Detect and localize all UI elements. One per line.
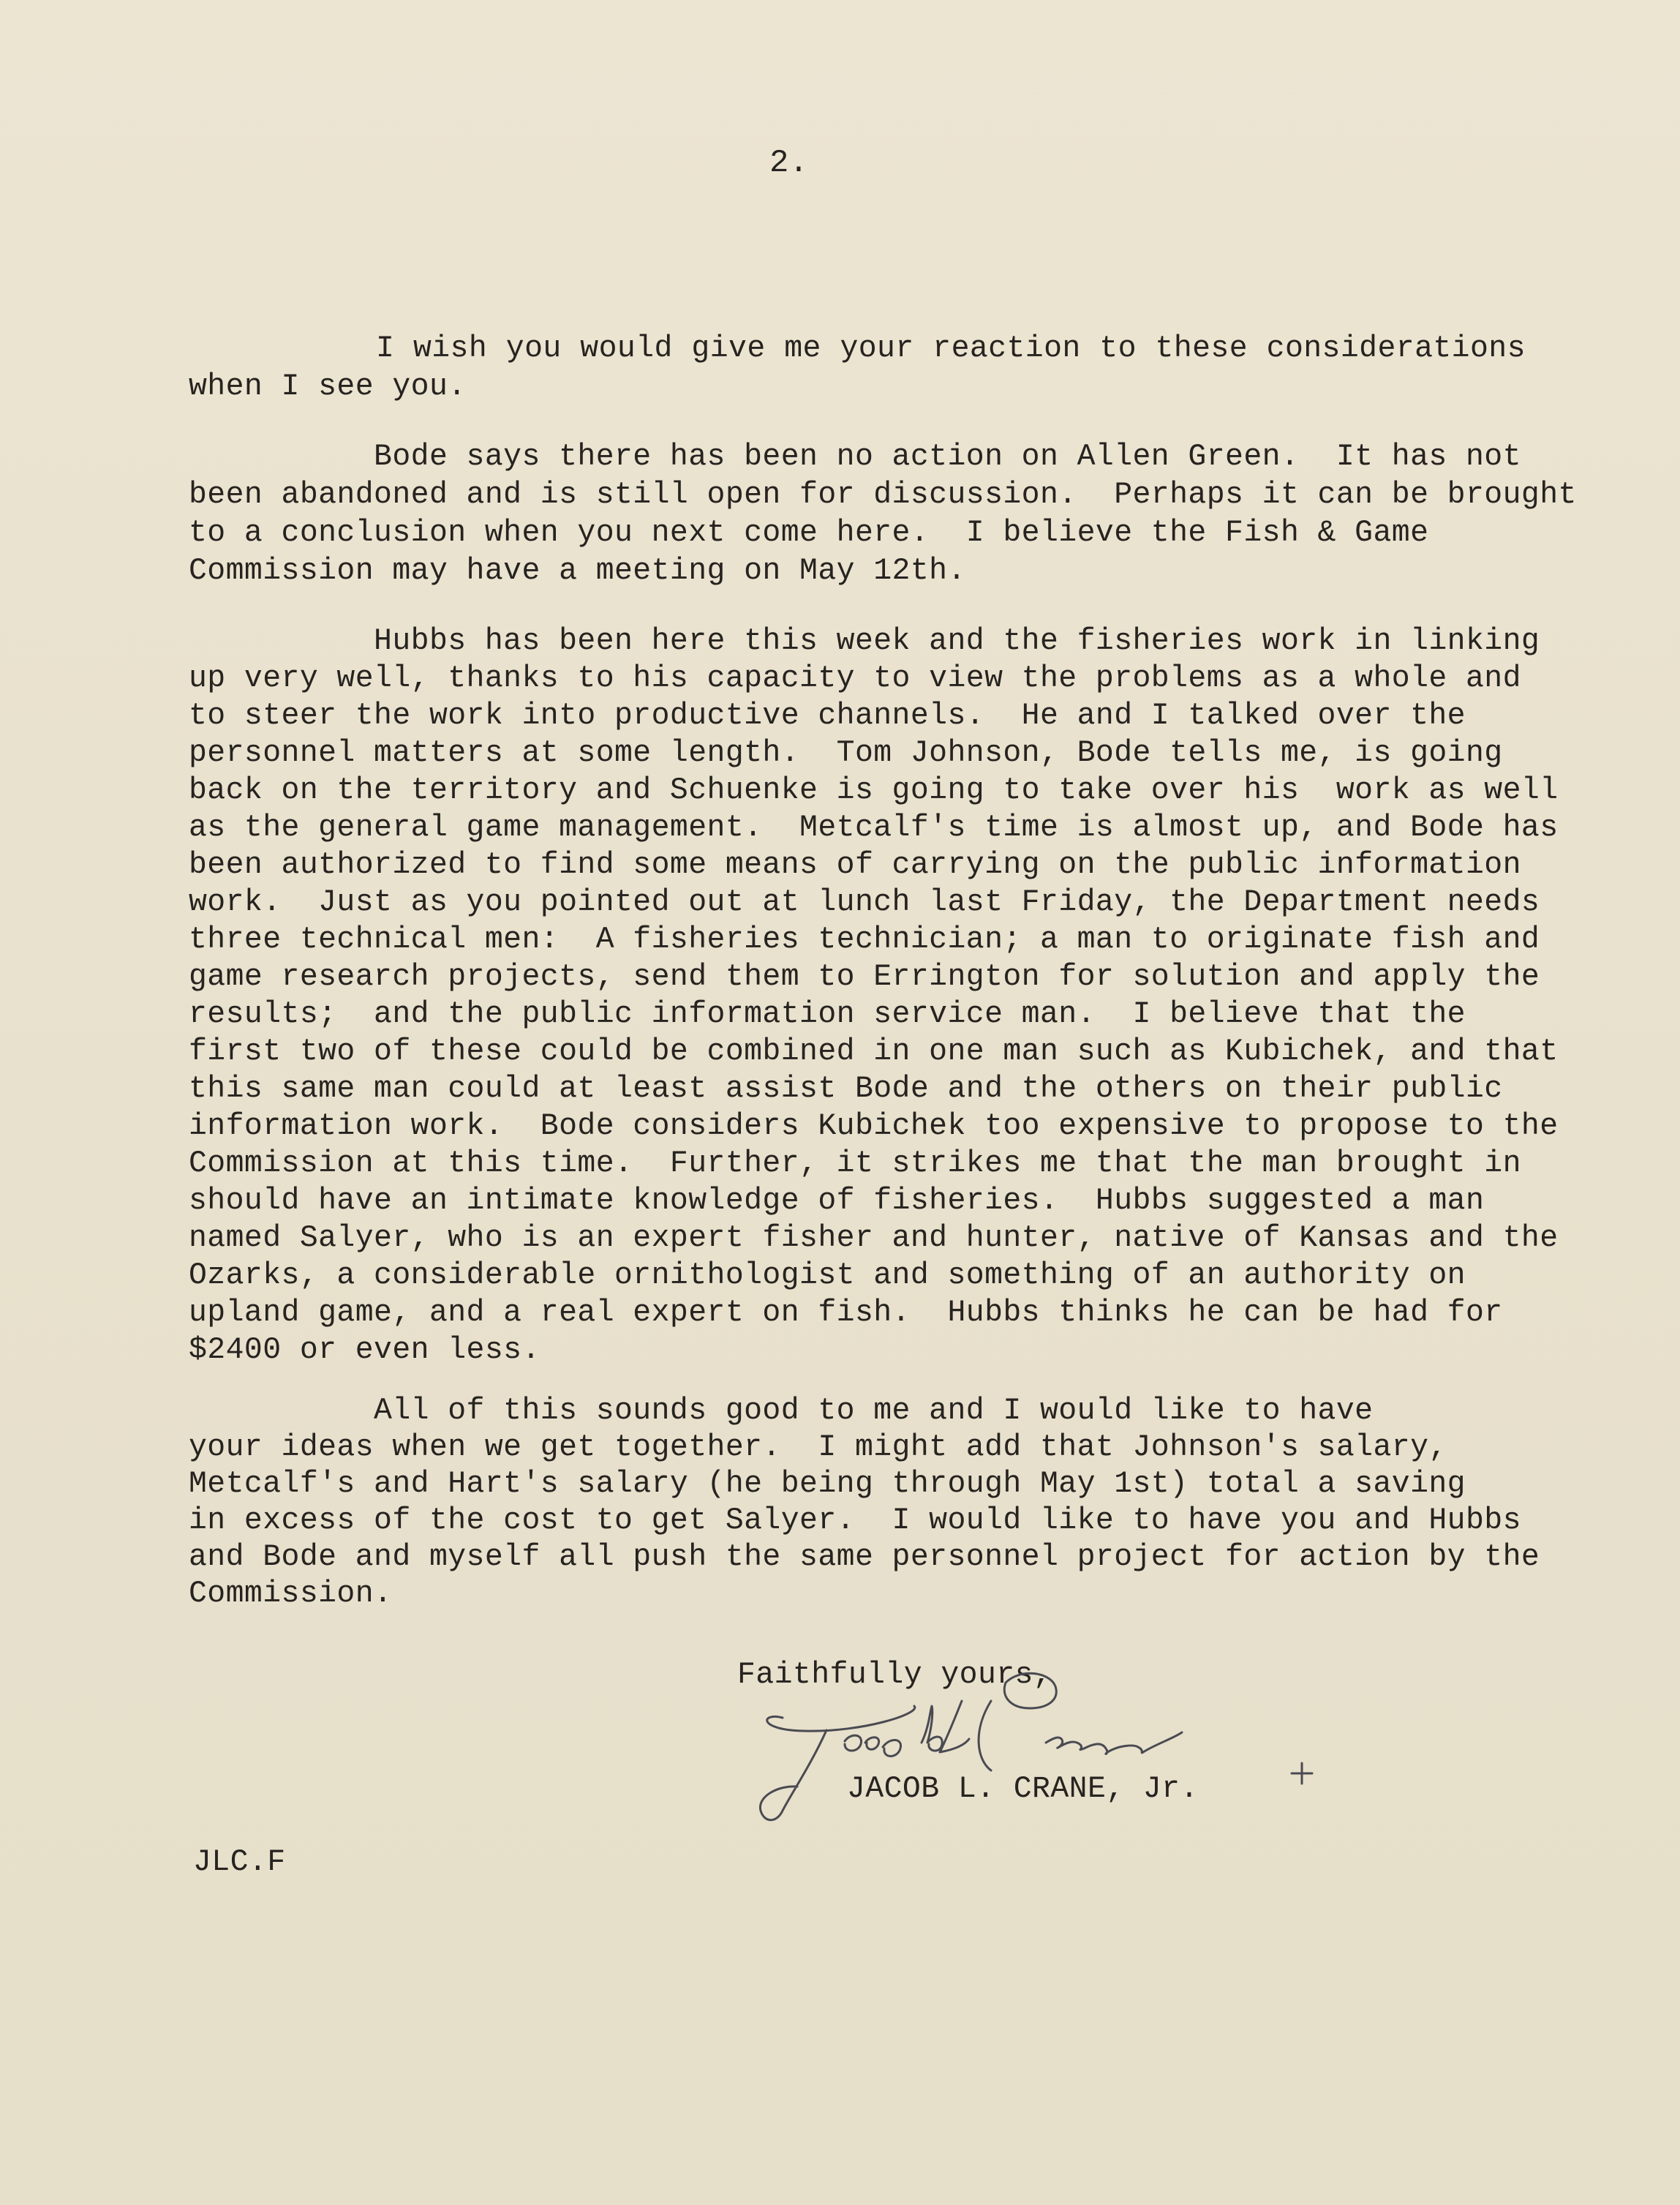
text-line: to a conclusion when you next come here. I believe the Fish & Game bbox=[189, 516, 1429, 550]
text-line: I wish you would give me your reaction to these considerations bbox=[189, 331, 1526, 366]
text-line: Commission. bbox=[189, 1577, 393, 1611]
closing: Faithfully yours, bbox=[737, 1658, 1052, 1692]
text-line: Metcalf's and Hart's salary (he being through May 1st) total a saving bbox=[189, 1467, 1466, 1501]
text-line: first two of these could be combined in one man such as Kubichek, and that bbox=[189, 1034, 1559, 1069]
text-line: Commission may have a meeting on May 12th. bbox=[189, 554, 966, 588]
text-line: $2400 or even less. bbox=[189, 1333, 540, 1367]
text-line: Bode says there has been no action on Allen Green. It has not bbox=[189, 440, 1521, 474]
text-line: up very well, thanks to his capacity to view the problems as a whole and bbox=[189, 661, 1521, 696]
text-line: Commission at this time. Further, it strikes me that the man brought in bbox=[189, 1146, 1521, 1181]
text-line: game research projects, send them to Errington for solution and apply the bbox=[189, 960, 1540, 994]
text-line: this same man could at least assist Bode and the others on their public bbox=[189, 1072, 1503, 1106]
text-line: personnel matters at some length. Tom Johnson, Bode tells me, is going bbox=[189, 736, 1503, 770]
typed-signatory-name: JACOB L. CRANE, Jr. bbox=[847, 1772, 1199, 1806]
text-line: named Salyer, who is an expert fisher and hunter, native of Kansas and the bbox=[189, 1221, 1559, 1255]
text-line: three technical men: A fisheries technician; a man to originate fish and bbox=[189, 923, 1540, 957]
text-line: back on the territory and Schuenke is going to take over his work as well bbox=[189, 773, 1559, 808]
text-line: your ideas when we get together. I might add that Johnson's salary, bbox=[189, 1430, 1447, 1465]
text-line: Hubbs has been here this week and the fisheries work in linking bbox=[189, 624, 1540, 658]
text-line: been authorized to find some means of carrying on the public information bbox=[189, 848, 1521, 882]
text-line: All of this sounds good to me and I would like to have bbox=[189, 1394, 1374, 1428]
text-line: to steer the work into productive channels. He and I talked over the bbox=[189, 699, 1466, 733]
paragraph-4 bbox=[189, 1394, 1540, 1671]
text-line: should have an intimate knowledge of fisheries. Hubbs suggested a man bbox=[189, 1184, 1485, 1218]
text-line: upland game, and a real expert on fish. Hubbs thinks he can be had for bbox=[189, 1296, 1503, 1330]
text-line: been abandoned and is still open for discussion. Perhaps it can be brought bbox=[189, 478, 1577, 512]
paragraph-3 bbox=[189, 624, 1559, 1383]
page-number: 2. bbox=[769, 145, 809, 181]
text-line: information work. Bode considers Kubichek too expensive to propose to the bbox=[189, 1109, 1559, 1143]
text-line: and Bode and myself all push the same personnel project for action by the bbox=[189, 1540, 1540, 1574]
text-line: Ozarks, a considerable ornithologist and something of an authority on bbox=[189, 1258, 1466, 1293]
text-line: results; and the public information service man. I believe that the bbox=[189, 997, 1466, 1032]
text-line: work. Just as you pointed out at lunch last Friday, the Department needs bbox=[189, 885, 1540, 920]
text-line: as the general game management. Metcalf's time is almost up, and Bode has bbox=[189, 811, 1559, 845]
reference-initials: JLC.F bbox=[193, 1845, 286, 1879]
text-line: when I see you. bbox=[189, 369, 467, 404]
text-line: in excess of the cost to get Salyer. I would like to have you and Hubbs bbox=[189, 1503, 1521, 1538]
